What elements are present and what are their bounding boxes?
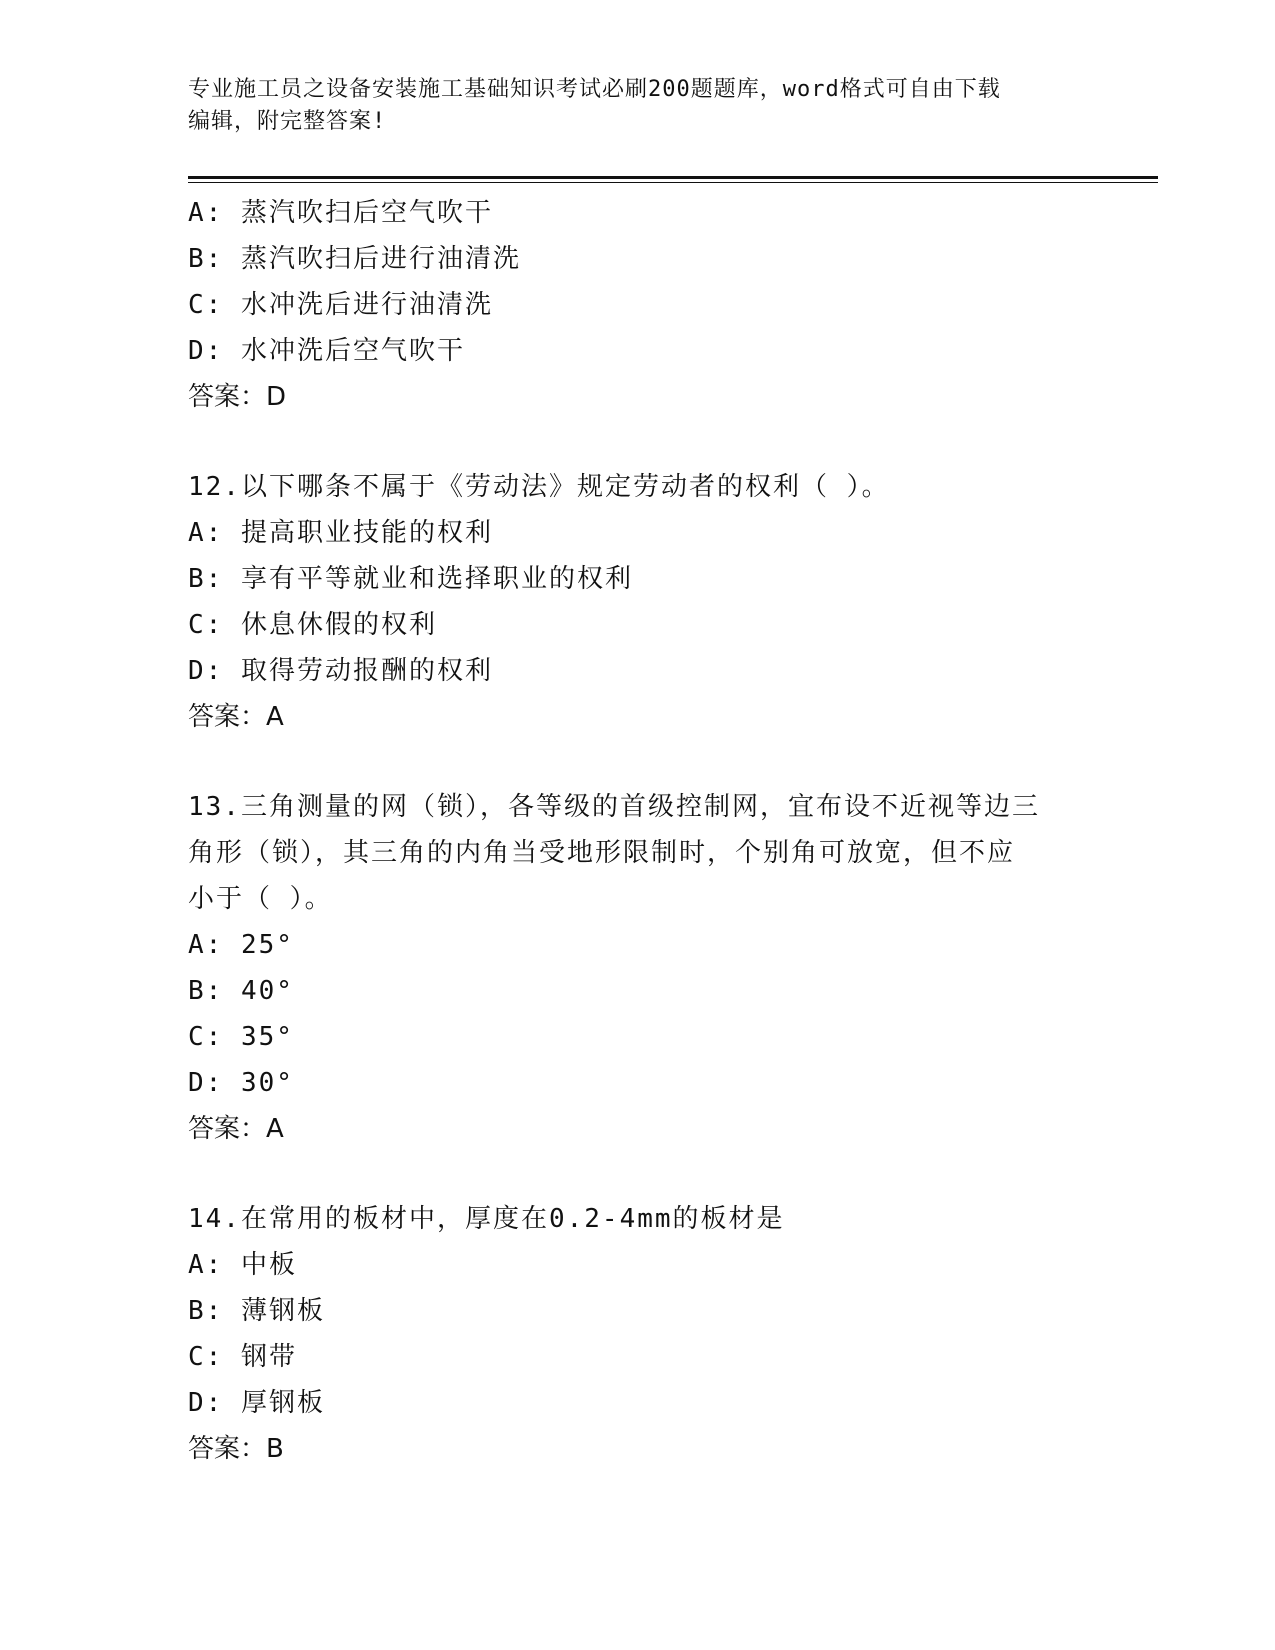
option-d: D: 30° [188,1068,294,1098]
option-a: A: 蒸汽吹扫后空气吹干 [188,198,493,228]
option-d: D: 取得劳动报酬的权利 [188,656,493,686]
option-b: B: 享有平等就业和选择职业的权利 [188,564,633,594]
document-header [188,74,1088,138]
option-c: C: 水冲洗后进行油清洗 [188,290,493,320]
option-b: B: 薄钢板 [188,1296,325,1326]
header-divider-thick [188,176,1158,179]
option-a: A: 中板 [188,1250,297,1280]
option-c: C: 钢带 [188,1342,297,1372]
option-c: C: 休息休假的权利 [188,610,437,640]
answer-label: 答案：A [188,702,284,732]
question-12 [188,464,1088,740]
option-d: D: 水冲洗后空气吹干 [188,336,465,366]
header-title-line-2: 编辑，附完整答案! [188,109,387,134]
header-title-line-1: 专业施工员之设备安装施工基础知识考试必刷200题题库，word格式可自由下载 [188,77,1001,102]
answer-label: 答案：D [188,382,287,412]
question-11 [188,190,1088,420]
question-text: 14.在常用的板材中，厚度在0.2-4mm的板材是 [188,1204,785,1234]
answer-label: 答案：A [188,1114,284,1144]
question-text-line-2: 角形（锁），其三角的内角当受地形限制时，个别角可放宽，但不应 [188,838,1016,868]
option-b: B: 40° [188,976,294,1006]
option-d: D: 厚钢板 [188,1388,325,1418]
answer-label: 答案：B [188,1434,284,1464]
question-14 [188,1196,1088,1472]
question-text: 12.以下哪条不属于《劳动法》规定劳动者的权利（ ）。 [188,472,890,502]
question-13 [188,784,1088,1152]
question-list [188,190,1088,1472]
option-a: A: 25° [188,930,294,960]
option-b: B: 蒸汽吹扫后进行油清洗 [188,244,521,274]
question-text-line-3: 小于（ ）。 [188,884,333,914]
question-spacer [188,420,1088,464]
option-a: A: 提高职业技能的权利 [188,518,493,548]
question-spacer [188,740,1088,784]
question-text-line-1: 13.三角测量的网（锁），各等级的首级控制网，宜布设不近视等边三 [188,792,1040,822]
header-divider-thin [188,182,1158,183]
question-spacer [188,1152,1088,1196]
option-c: C: 35° [188,1022,294,1052]
